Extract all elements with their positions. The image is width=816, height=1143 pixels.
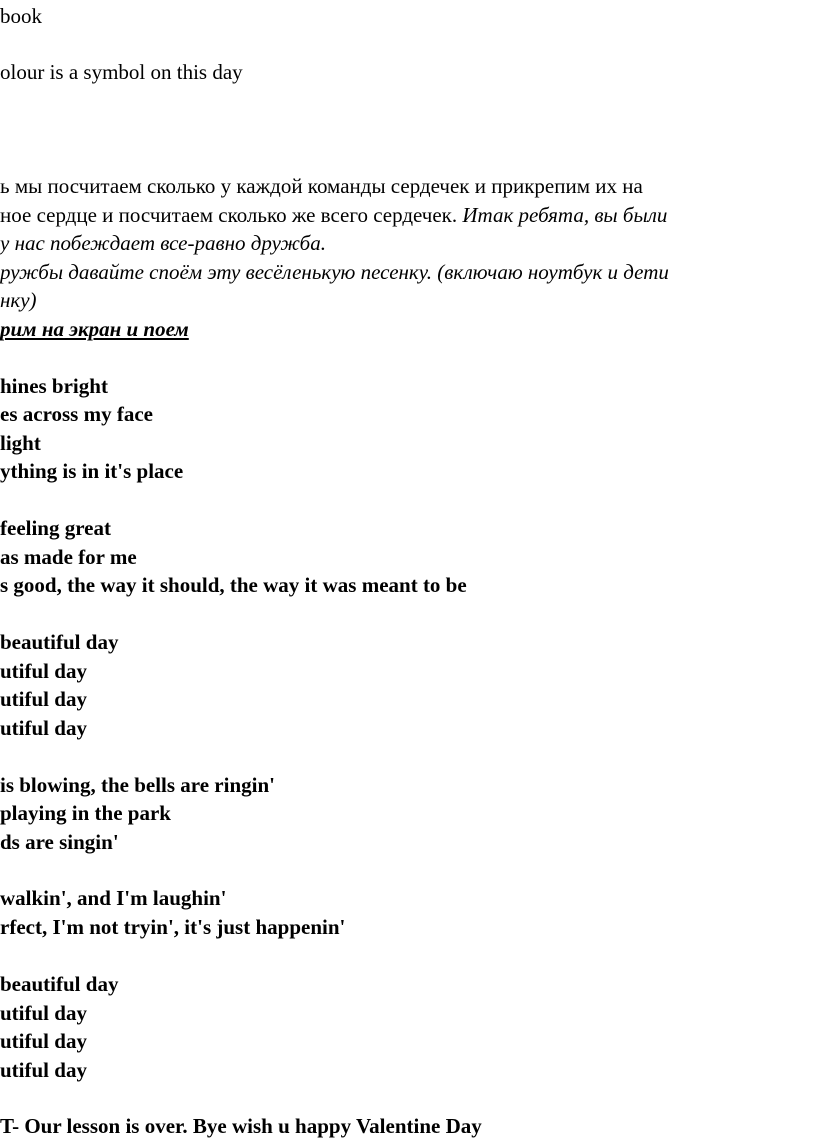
russian-line-3: у нас побеждает все-равно дружба. [0, 231, 326, 255]
song-chorus1-line-2: utiful day [0, 659, 87, 683]
russian-line-6: рим на экран и поем [0, 317, 189, 341]
song-chorus1-line-1: beautiful day [0, 630, 119, 654]
song-chorus1-line-3: utiful day [0, 687, 87, 711]
song-chorus2-line-4: utiful day [0, 1058, 87, 1082]
russian-line-5: нку) [0, 288, 37, 312]
song-verse2-line-3: s good, the way it should, the way it was meant to be [0, 573, 467, 597]
song-verse1-line-1: hines bright [0, 374, 108, 398]
russian-line-1: ь мы посчитаем сколько у каждой команды сердечек и прикрепим их на [0, 174, 643, 198]
song-chorus2-line-1: beautiful day [0, 972, 119, 996]
russian-line-2-plain: ное сердце и посчитаем сколько же всего сердечек. [0, 203, 463, 227]
song-verse3-line-3: ds are singin' [0, 830, 119, 854]
song-chorus2-line-3: utiful day [0, 1029, 87, 1053]
closing-line: T- Our lesson is over. Bye wish u happy Valentine Day [0, 1114, 482, 1138]
song-verse1-line-3: light [0, 431, 41, 455]
intro-line-1: book [0, 4, 42, 28]
song-verse3-line-1: is blowing, the bells are ringin' [0, 773, 275, 797]
russian-line-2-italic: Итак ребята, вы были [462, 203, 668, 227]
song-chorus2-line-2: utiful day [0, 1001, 87, 1025]
song-chorus1-line-4: utiful day [0, 716, 87, 740]
song-verse2-line-1: feeling great [0, 516, 111, 540]
song-verse3-line-2: playing in the park [0, 801, 171, 825]
song-verse1-line-2: es across my face [0, 402, 153, 426]
russian-line-4: ружбы давайте споём эту весёленькую песенку. (включаю ноутбук и дети [0, 260, 669, 284]
song-verse2-line-2: as made for me [0, 545, 137, 569]
song-verse4-line-2: rfect, I'm not tryin', it's just happenin' [0, 915, 346, 939]
song-verse1-line-4: ything is in it's place [0, 459, 184, 483]
song-verse4-line-1: walkin', and I'm laughin' [0, 886, 227, 910]
intro-line-2: olour is a symbol on this day [0, 60, 243, 84]
russian-line-2 [0, 201, 667, 229]
